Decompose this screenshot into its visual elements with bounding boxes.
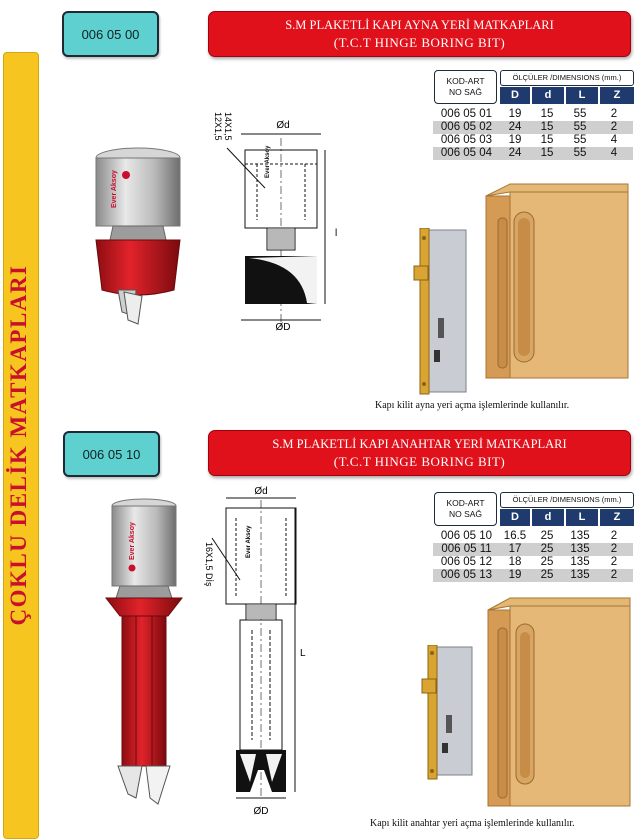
row-Z: 4: [610, 147, 618, 159]
code-header: [434, 492, 497, 526]
row-L: 55: [573, 147, 587, 159]
key-bit-photo: [98, 498, 190, 828]
section-title-banner: [208, 11, 631, 57]
row-L: 135: [570, 530, 590, 542]
row-Z: 2: [610, 556, 618, 568]
table-row: [433, 147, 633, 160]
brand-text: Ever Aksoy: [246, 525, 252, 558]
row-D: 24: [508, 121, 522, 133]
row-Z: 4: [610, 134, 618, 146]
column-header: d: [532, 509, 564, 526]
row-code: 006 05 02: [440, 121, 493, 133]
row-L: 135: [570, 543, 590, 555]
row-d: 25: [540, 556, 554, 568]
row-D: 24: [508, 147, 522, 159]
table-row: [433, 121, 633, 134]
cutter-diameter-label: ØD: [275, 322, 291, 333]
table-row: [433, 108, 633, 121]
row-code: 006 05 03: [440, 134, 493, 146]
dimensions-header: ÖLÇÜLER /DIMENSIONS (mm.): [500, 492, 634, 508]
row-code: 006 05 04: [440, 147, 493, 159]
code-header: [434, 70, 497, 104]
code-header-line1: KOD-ART: [446, 76, 485, 86]
section-title-line1: S.M PLAKETLİ KAPI ANAHTAR YERİ MATKAPLARI: [272, 437, 567, 451]
row-D: 19: [508, 134, 522, 146]
column-header: D: [500, 87, 530, 104]
row-L: 135: [570, 569, 590, 581]
row-Z: 2: [610, 108, 618, 120]
row-D: 19: [508, 108, 522, 120]
row-L: 55: [573, 134, 587, 146]
shank-diameter-label: Ød: [254, 486, 268, 497]
table-row: [433, 556, 633, 569]
row-d: 15: [540, 147, 554, 159]
row-Z: 2: [610, 121, 618, 133]
row-Z: 2: [610, 569, 618, 581]
row-L: 55: [573, 121, 587, 133]
row-D: 17: [508, 543, 522, 555]
row-d: 15: [540, 134, 554, 146]
technical-drawing: [200, 480, 320, 825]
column-header: d: [532, 87, 564, 104]
thread-label: 16X1,5 Dİş: [204, 542, 214, 587]
row-code: 006 05 11: [441, 543, 492, 555]
section-title-line2: (T.C.T HINGE BORING BIT): [333, 35, 506, 50]
row-code: 006 05 13: [440, 569, 493, 581]
product-code-box: [62, 11, 159, 57]
row-d: 25: [540, 569, 554, 581]
table-row: [433, 134, 633, 147]
dimensions-table: [433, 70, 633, 160]
column-header: L: [566, 509, 598, 526]
row-Z: 2: [610, 530, 618, 542]
table-row: [433, 543, 633, 556]
length-label: l: [335, 228, 338, 239]
brand-text: Ever Aksoy: [265, 145, 271, 178]
brand-text: Ever Aksoy: [111, 170, 118, 208]
usage-note: Kapı kilit ayna yeri açma işlemlerinde kullanılır.: [375, 400, 570, 411]
row-code: 006 05 10: [440, 530, 493, 542]
row-D: 19: [508, 569, 522, 581]
code-header-line2: NO SAĞ: [448, 509, 483, 519]
usage-note: Kapı kilit anahtar yeri açma işlemlerinde kullanılır.: [370, 818, 575, 829]
row-d: 25: [540, 543, 554, 555]
row-Z: 2: [610, 543, 618, 555]
hinge-bit-photo: [78, 140, 198, 340]
length-label: L: [300, 648, 306, 659]
row-d: 25: [540, 530, 554, 542]
column-header: L: [566, 87, 598, 104]
thread-label: 12X1,5: [213, 112, 223, 141]
code-header-line2: NO SAĞ: [448, 87, 483, 97]
row-D: 16.5: [503, 530, 527, 542]
section-title-line2: (T.C.T HINGE BORING BIT): [333, 454, 506, 469]
row-d: 15: [540, 121, 554, 133]
thread-label: 14X1,5: [223, 112, 233, 141]
dimensions-header: ÖLÇÜLER /DIMENSIONS (mm.): [500, 70, 634, 86]
dimensions-table: [433, 492, 633, 582]
row-code: 006 05 12: [440, 556, 493, 568]
column-header: D: [500, 509, 530, 526]
lock-plate-image: [410, 228, 470, 398]
section-title-line1: S.M PLAKETLİ KAPI AYNA YERİ MATKAPLARI: [285, 18, 554, 32]
code-header-line1: KOD-ART: [446, 498, 485, 508]
product-code: 006 05 10: [82, 446, 141, 462]
product-code-box: [63, 431, 160, 477]
sidebar-title: ÇOKLU DELİK MATKAPLARI: [6, 264, 31, 626]
door-section-image: [480, 594, 635, 809]
table-row: [433, 569, 633, 582]
row-code: 006 05 01: [440, 108, 493, 120]
door-section-image: [478, 178, 633, 383]
shank-diameter-label: Ød: [276, 120, 290, 131]
row-d: 15: [540, 108, 554, 120]
section-title-banner: [208, 430, 631, 476]
lock-plate-image: [420, 645, 475, 780]
column-header: Z: [600, 509, 634, 526]
brand-text: Ever Aksoy: [129, 522, 136, 560]
row-L: 135: [570, 556, 590, 568]
technical-drawing: [205, 108, 350, 338]
table-row: [433, 530, 633, 543]
product-code: 006 05 00: [81, 26, 140, 42]
cutter-diameter-label: ØD: [253, 806, 269, 817]
column-header: Z: [600, 87, 634, 104]
row-D: 18: [508, 556, 522, 568]
row-L: 55: [573, 108, 587, 120]
